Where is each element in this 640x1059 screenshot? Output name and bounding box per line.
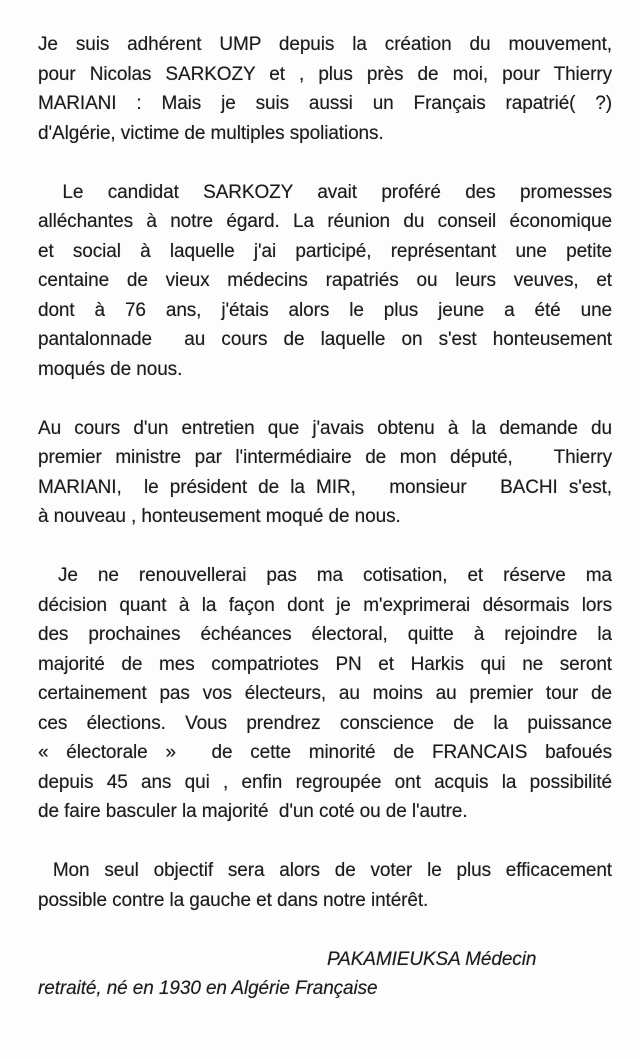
letter-line: possible contre la gauche et dans notre intérêt. <box>38 889 429 911</box>
letter-line: décision quant à la façon dont je m'exprimerai désormais lors <box>38 594 612 616</box>
paragraph-objectif <box>38 856 612 915</box>
signature-name-line: PAKAMIEUKSA Médecin <box>327 948 537 970</box>
letter-line: Je ne renouvellerai pas ma cotisation, et réserve ma <box>38 565 612 586</box>
letter-line: certainement pas vos électeurs, au moins au premier tour de <box>38 683 612 704</box>
letter-line: Le candidat SARKOZY avait proféré des promesses <box>38 181 612 203</box>
signature-detail-line: retraité, né en 1930 en Algérie Française <box>38 978 378 999</box>
paragraph-membership <box>38 30 612 148</box>
letter-line: et social à laquelle j'ai participé, représentant une petite <box>38 240 612 262</box>
letter-line: premier ministre par l'intermédiaire de mon député, Thierry <box>38 447 612 468</box>
letter-line: Mon seul objectif sera alors de voter le plus efficacement <box>38 860 612 881</box>
letter-line: MARIANI : Mais je suis aussi un Français rapatrié( ?) <box>38 93 612 114</box>
letter-line: des prochaines échéances électoral, quitte à rejoindre la <box>38 624 612 645</box>
letter-line: Au cours d'un entretien que j'avais obtenu à la demande du <box>38 417 612 439</box>
letter-line: d'Algérie, victime de multiples spoliations. <box>38 122 384 144</box>
letter-line: ces élections. Vous prendrez conscience de la puissance <box>38 712 612 734</box>
letter-line: « électorale » de cette minorité de FRANCAIS bafoués <box>38 742 612 763</box>
signature-block <box>38 945 612 1004</box>
letter-line: moqués de nous. <box>38 358 183 380</box>
letter-line: dont à 76 ans, j'étais alors le plus jeune a été une <box>38 299 612 321</box>
letter-line: MARIANI, le président de la MIR, monsieur BACHI s'est, <box>38 476 612 498</box>
paragraph-entretien <box>38 414 612 532</box>
letter-line: pour Nicolas SARKOZY et , plus près de moi, pour Thierry <box>38 63 612 85</box>
letter-line: centaine de vieux médecins rapatriés ou leurs veuves, et <box>38 270 612 291</box>
letter-line: alléchantes à notre égard. La réunion du conseil économique <box>38 211 612 232</box>
letter-line: à nouveau , honteusement moqué de nous. <box>38 506 401 527</box>
letter-line: pantalonnade au cours de laquelle on s'est honteusement <box>38 329 612 350</box>
letter-line: depuis 45 ans qui , enfin regroupée ont acquis la possibilité <box>38 771 612 793</box>
letter-line: Je suis adhérent UMP depuis la création du mouvement, <box>38 34 612 55</box>
paragraph-cotisation <box>38 561 612 827</box>
letter-line: majorité de mes compatriotes PN et Harkis qui ne seront <box>38 653 612 675</box>
paragraph-promesses <box>38 178 612 385</box>
letter-line: de faire basculer la majorité d'un coté ou de l'autre. <box>38 801 468 822</box>
